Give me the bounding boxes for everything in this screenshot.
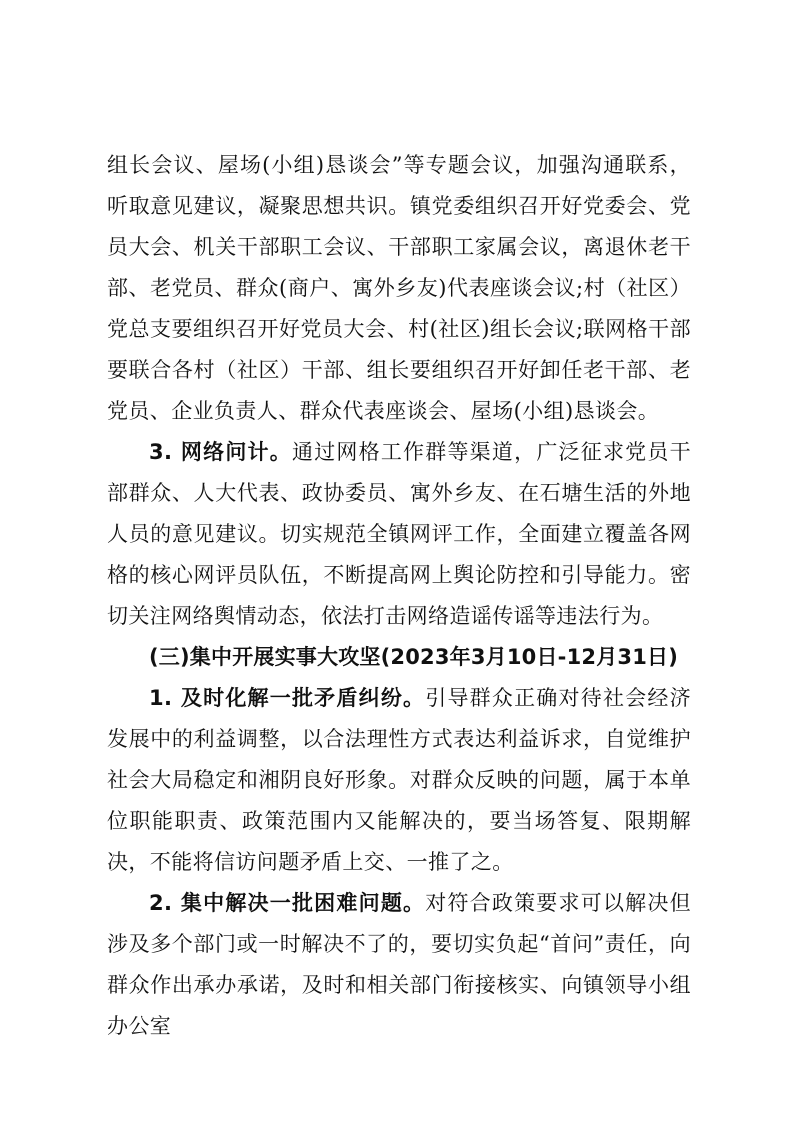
paragraph-meetings: 组长会议、屋场(小组)恳谈会”等专题会议，加强沟通联系，听取意见建议，凝聚思想共识。镇党委组织召开好党委会、党员大会、机关干部职工会议、干部职工家属会议，离退休老干部、老党员、群众(商户、寓外乡友)代表座谈会议;村（社区）党总支要组织召开好党员大会、村(社区)组长会议;联网格干部要联合各村（社区）干部、组长要组织召开好卸任老干部、老党员、企业负责人、群众代表座谈会、屋场(小组)恳谈会。 bbox=[107, 153, 691, 423]
paragraph-item-1 bbox=[107, 678, 691, 883]
item-1-title: 1. 及时化解一批矛盾纠纷。 bbox=[149, 686, 426, 710]
item-3-body: 通过网格工作群等渠道，广泛征求党员干部群众、人大代表、政协委员、寓外乡友、在石塘生活的外地人员的意见建议。切实规范全镇网评工作，全面建立覆盖各网格的核心网评员队伍，不断提高网上舆论防控和引导能力。密切关注网络舆情动态，依法打击网络造谣传谣等违法行为。 bbox=[107, 440, 691, 628]
paragraph-item-2 bbox=[107, 883, 691, 1047]
paragraph-item-3 bbox=[107, 432, 691, 637]
item-2-title: 2. 集中解决一批困难问题。 bbox=[149, 891, 426, 915]
item-2-body: 对符合政策要求可以解决但涉及多个部门或一时解决不了的，要切实负起“首问”责任，向群众作出承办承诺，及时和相关部门衔接核实、向镇领导小组办公室 bbox=[107, 891, 691, 1038]
item-1-body: 引导群众正确对待社会经济发展中的利益调整，以合法理性方式表达利益诉求，自觉维护社会大局稳定和湘阴良好形象。对群众反映的问题，属于本单位职能职责、政策范围内又能解决的，要当场答复、限期解决，不能将信访问题矛盾上交、一推了之。 bbox=[107, 686, 691, 874]
document-body bbox=[107, 145, 691, 1047]
item-3-title: 3. 网络问计。 bbox=[149, 440, 292, 464]
section-3-heading: (三)集中开展实事大攻坚(2023年3月10日-12月31日) bbox=[149, 645, 679, 669]
